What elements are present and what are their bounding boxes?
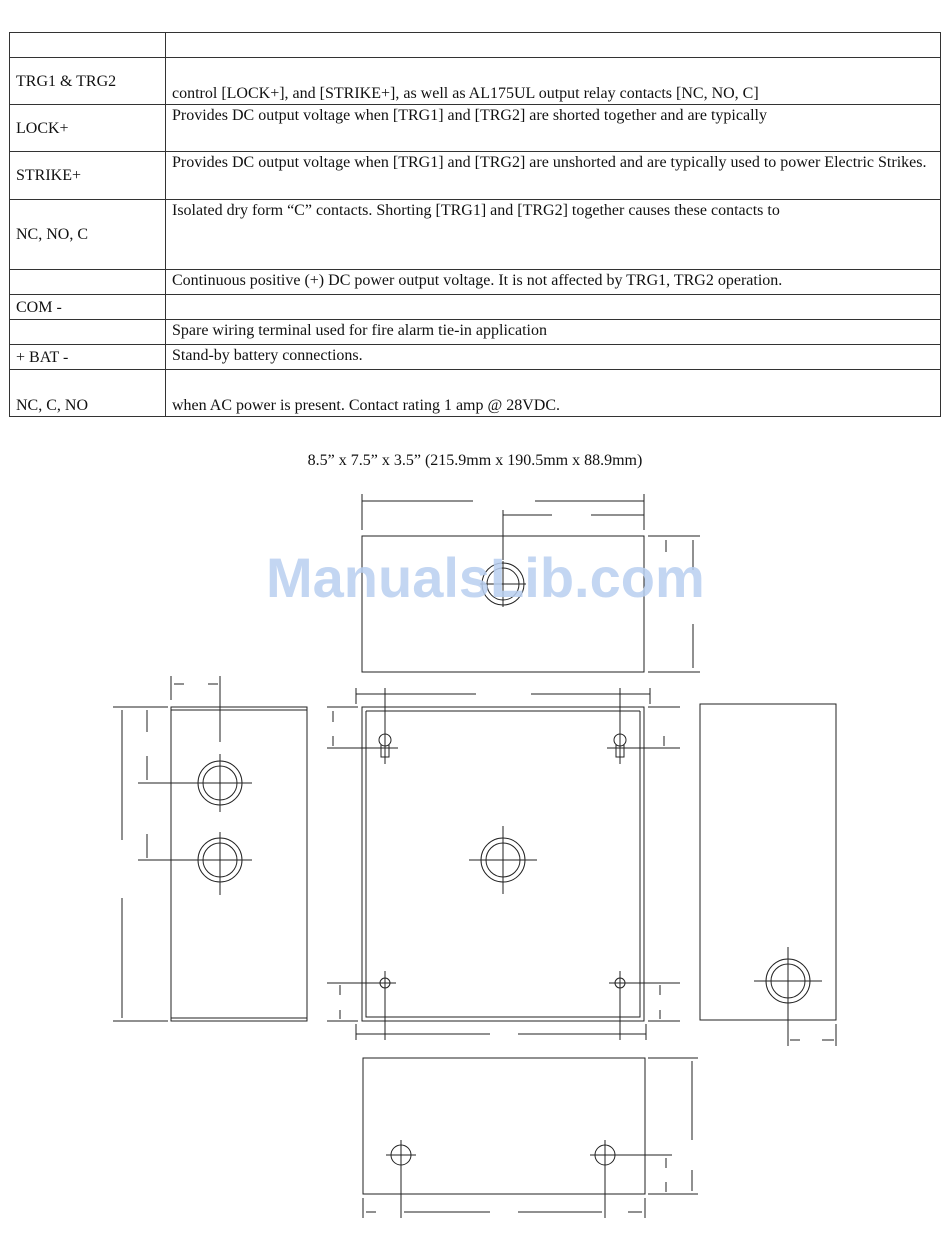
table-cell-description: Stand-by battery connections. [166,345,941,370]
table-cell-terminal: LOCK+ [10,105,166,152]
table-cell-terminal: + BAT - [10,345,166,370]
table-cell-description: when AC power is present. Contact rating 1 amp @ 28VDC. [166,370,941,417]
table-cell-description: Provides DC output voltage when [TRG1] and [TRG2] are shorted together and are typically [166,105,941,152]
enclosure-dimensions-label: 8.5” x 7.5” x 3.5” (215.9mm x 190.5mm x 88.9mm) [307,452,643,469]
table-cell-description: Provides DC output voltage when [TRG1] and [TRG2] are unshorted and are typically used to power Electric Strikes. [166,152,941,200]
table-cell-terminal: STRIKE+ [10,152,166,200]
table-cell-description: Spare wiring terminal used for fire alarm tie-in application [166,320,941,345]
table-cell-description: Continuous positive (+) DC power output voltage. It is not affected by TRG1, TRG2 operation. [166,270,941,295]
bottom-view [363,1058,698,1218]
right-side-view [700,704,836,1046]
table-cell-description: Isolated dry form “C” contacts. Shorting [TRG1] and [TRG2] together causes these contacts to [166,200,941,270]
table-cell-terminal: NC, C, NO [10,370,166,417]
front-view [327,688,680,1040]
table-cell-description: control [LOCK+], and [STRIKE+], as well as AL175UL output relay contacts [NC, NO, C] [166,58,941,105]
table-cell-terminal: NC, NO, C [10,200,166,270]
table-cell-terminal: TRG1 & TRG2 [10,58,166,105]
left-side-view [113,676,307,1021]
table-cell-terminal: COM - [10,295,166,320]
watermark-text: ManualsLib.com [266,546,705,609]
